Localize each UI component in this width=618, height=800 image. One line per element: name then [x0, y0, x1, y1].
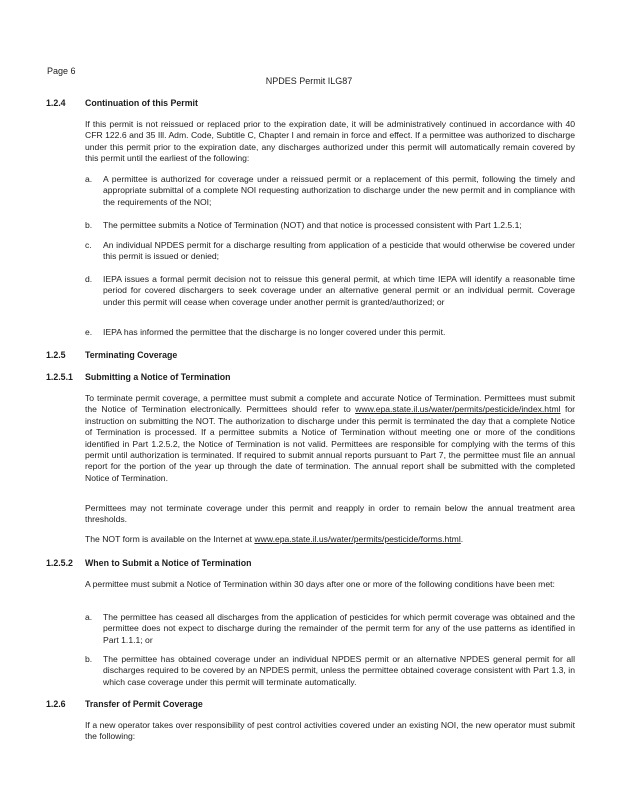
not-form-link[interactable]: www.epa.state.il.us/water/permits/pesticide/forms.html [254, 534, 461, 544]
section-title: Transfer of Permit Coverage [85, 699, 203, 709]
list-text: IEPA has informed the permittee that the discharge is no longer covered under this permit. [103, 327, 446, 337]
section-paragraph: A permittee must submit a Notice of Termination within 30 days after one or more of the following conditions have been met: [85, 579, 555, 589]
list-letter: a. [85, 612, 93, 622]
section-number: 1.2.5 [46, 350, 66, 360]
list-text: The permittee has ceased all discharges from the application of pesticides for which permit coverage was obtained and the permittee does not expect to discharge during the remainder of the permit term for any of the use patterns as identified in Part 1.1.1; or [103, 612, 575, 645]
list-text: The permittee has obtained coverage under an individual NPDES permit or an alternative NPDES general permit for all discharges required to be covered by an NPDES permit, unless the permittee obtained coverage consistent with Part 1.3, in which case coverage under this permit will terminate automatically. [103, 654, 575, 687]
list-letter: d. [85, 274, 93, 284]
section-paragraph [85, 534, 575, 545]
pesticide-index-link[interactable]: www.epa.state.il.us/water/permits/pesticide/index.html [355, 404, 561, 415]
section-title: Terminating Coverage [85, 350, 178, 360]
section-paragraph: If this permit is not reissued or replaced prior to the expiration date, it will be administratively continued in accordance with 40 CFR 122.6 and 35 Ill. Adm. Code, Subtitle C, Chapter I and remain in force and effect. If a permittee was authorized to discharge under this permit prior to the expiration date, any discharges authorized under this permit will automatically remain covered by this permit until the earliest of the following: [85, 119, 575, 164]
paragraph-text: The NOT form is available on the Internet at [85, 534, 255, 544]
section-heading-1-2-4 [0, 98, 618, 110]
document-title: NPDES Permit ILG87 [265, 76, 353, 86]
list-letter: e. [85, 327, 93, 337]
section-title: Continuation of this Permit [85, 98, 198, 108]
list-letter: a. [85, 174, 93, 184]
section-heading-1-2-5-2 [0, 558, 618, 570]
paragraph-text: To terminate permit coverage, a permittee must submit a complete and accurate Notice of Termination. Permittees must submit the Notice of Termination electronically. Permittees should refer to [85, 393, 575, 415]
section-number: 1.2.5.2 [46, 558, 73, 568]
list-text: The permittee submits a Notice of Termination (NOT) and that notice is processed consistent with Part 1.2.5.1; [103, 220, 522, 230]
section-number: 1.2.4 [46, 98, 66, 108]
list-letter: b. [85, 654, 93, 664]
list-text: IEPA issues a formal permit decision not to reissue this general permit, at which time IEPA will identify a reasonable time period for covered dischargers to seek coverage under an alternative general permit or an individual permit. Coverage under this permit will cease when coverage under another permit is granted/authorized; or [103, 274, 575, 307]
section-number: 1.2.6 [46, 699, 66, 709]
section-title: When to Submit a Notice of Termination [85, 558, 252, 568]
paragraph-text: for instruction on submitting the NOT. The authorization to discharge under this permit is terminated the day that a complete Notice of Termination is processed. If a permittee submits a Notice of Termination without meeting one or more of the conditions identified in Part 1.2.5.2, the Notice of Termination is not valid. Permittees are responsible for complying with the terms of this permit until authorization is terminated. If required to submit annual reports pursuant to Part 7, the permittee must file an annual report for the portion of the year up through the date of termination. The annual report shall be submitted with the completed Notice of Termination. [85, 404, 575, 483]
section-paragraph: Permittees may not terminate coverage under this permit and reapply in order to remain below the annual treatment area thresholds. [85, 503, 575, 525]
section-heading-1-2-5-1 [0, 372, 618, 384]
list-text: An individual NPDES permit for a discharge resulting from application of a pesticide that would otherwise be covered under this permit is issued or denied; [103, 240, 575, 262]
section-heading-1-2-5 [0, 350, 618, 362]
section-heading-1-2-6 [0, 699, 618, 711]
section-title: Submitting a Notice of Termination [85, 372, 231, 382]
list-letter: c. [85, 240, 92, 250]
section-number: 1.2.5.1 [46, 372, 73, 382]
list-text: A permittee is authorized for coverage under a reissued permit or a replacement of this permit, following the timely and appropriate submittal of a complete NOI requesting authorization to discharge under the new permit and in compliance with the requirements of the NOI; [103, 174, 575, 207]
section-paragraph: If a new operator takes over responsibility of pest control activities covered under an existing NOI, the new operator must submit the following: [85, 720, 575, 742]
paragraph-text: . [460, 534, 464, 544]
section-paragraph [85, 393, 575, 484]
page-label: Page 6 [47, 66, 76, 76]
list-letter: b. [85, 220, 93, 230]
